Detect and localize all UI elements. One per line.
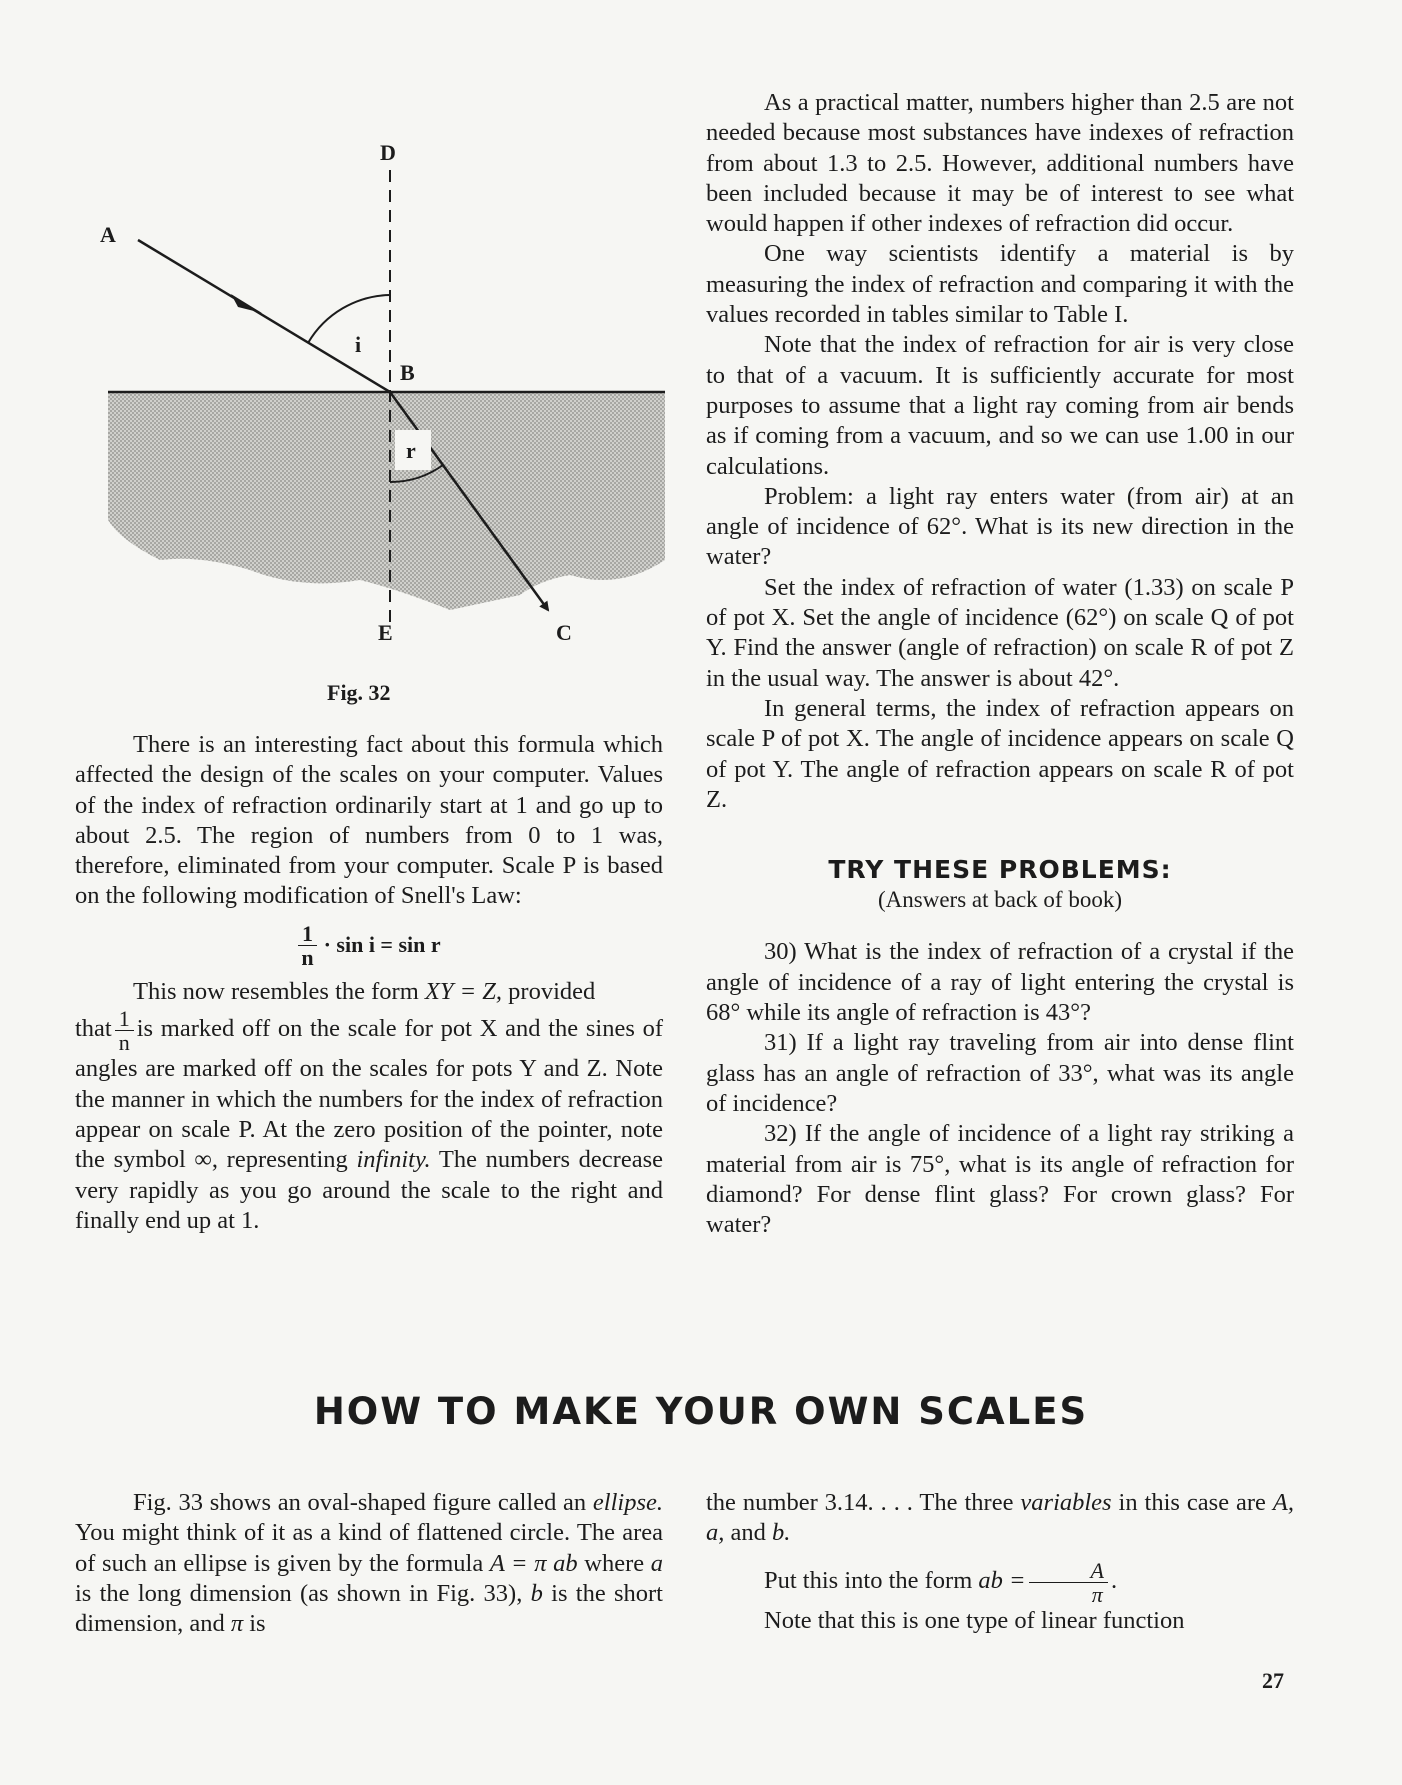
p2-form: XY = Z,: [424, 977, 503, 1005]
try-problems-heading: TRY THESE PROBLEMS:: [828, 855, 1172, 885]
formula-denominator: n: [301, 944, 314, 970]
label-D: D: [380, 140, 396, 165]
problem-32: 32) If the angle of incidence of a light ray striking a material from air is 75°, what is its angle of refraction for diamond? For dense flint glass? For crown glass? For water?: [706, 1120, 1294, 1239]
bl-a: a: [650, 1549, 663, 1577]
page-number: 27: [1262, 1668, 1284, 1693]
formula-fraction: [297, 922, 317, 969]
br-put-end: .: [1111, 1566, 1118, 1594]
label-i: i: [355, 332, 362, 357]
formula-numerator: 1: [298, 922, 317, 946]
number-paragraph: [706, 1488, 1294, 1549]
section-heading: HOW TO MAKE YOUR OWN SCALES: [313, 1390, 1089, 1433]
label-E: E: [378, 620, 393, 645]
bl-t6: is: [243, 1610, 266, 1638]
incident-ray: [138, 240, 390, 392]
br-t1: the number 3.14. . . . The three: [706, 1489, 1021, 1516]
right-paragraph-5: Set the index of refraction of water (1.33) on scale P of pot X. Set the angle of incidence (62°) on scale Q of pot Y. Find the answer (angle of refraction) on scale R of pot Z in the usual way. The answer is about 42°.: [706, 573, 1294, 692]
right-column: [706, 88, 1294, 1240]
angle-i-arc: [308, 295, 390, 343]
bl-pi: π: [230, 1610, 244, 1638]
label-C: C: [556, 620, 572, 645]
p3-numerator: 1: [115, 1007, 134, 1031]
br-t3: and: [724, 1519, 772, 1547]
label-A: A: [100, 222, 116, 247]
bl-formula: A = π ab: [489, 1549, 578, 1577]
br-put-a: Put this into the form: [764, 1566, 979, 1594]
p3-fraction: [115, 1007, 134, 1054]
right-paragraph-4: Problem: a light ray enters water (from air) at an angle of incidence of 62°. What is its new direction in the water?: [706, 482, 1294, 571]
formula-rest: · sin i = sin r: [323, 932, 441, 958]
label-B: B: [400, 360, 415, 385]
incident-arrowhead: [231, 294, 262, 313]
bl-ellipse: ellipse.: [592, 1489, 663, 1516]
br-put-ab: ab =: [978, 1566, 1026, 1594]
right-paragraph-3: Note that the index of refraction for air is very close to that of a vacuum. It is sufficiently accurate for most purposes to assume that a light ray coming from air bends as if coming from a vacuum, and so we can use 1.00 in our calculations.: [706, 331, 1294, 480]
right-paragraph-1: As a practical matter, numbers higher than 2.5 are not needed because most substances have indexes of refraction from about 1.3 to 2.5. However, additional numbers have been included because it may be of interest to see what would happen if other indexes of refraction did occur.: [706, 89, 1294, 238]
right-paragraph-6: In general terms, the index of refraction appears on scale P of pot X. The angle of incidence appears on scale Q of pot Y. The angle of refraction appears on scale R of pot Z.: [706, 694, 1294, 813]
br-put-numerator: A: [1029, 1559, 1108, 1583]
left-paragraph-1: There is an interesting fact about this formula which affected the design of the scales on your computer. Values of the index of refraction ordinarily start at 1 and go up to about 2.5. The region of numbers from 0 to 1 was, therefore, eliminated from your computer. Scale P is based on the following modification of Snell's Law:: [75, 731, 663, 910]
left-paragraph-2: [75, 977, 663, 1007]
problem-30: 30) What is the index of refraction of a crystal if the angle of incidence of a ray of light entering the crystal is 68° while its angle of refraction is 43°?: [706, 938, 1294, 1027]
br-t2: in this case are: [1111, 1489, 1273, 1516]
right-paragraph-2: One way scientists identify a material is by measuring the index of refraction and comparing it with the values recorded in tables similar to Table I.: [706, 240, 1294, 329]
p3-that: that: [75, 1015, 112, 1043]
left-paragraph-3: [75, 1007, 663, 1236]
left-column: [75, 730, 663, 1236]
bl-t1: Fig. 33 shows an oval-shaped figure called an: [133, 1489, 593, 1516]
ellipse-paragraph: [75, 1488, 663, 1639]
br-put-denominator: π: [1091, 1581, 1103, 1607]
try-problems-subheading: (Answers at back of book): [878, 887, 1122, 913]
bl-t4: is the long dimension (as shown in Fig. 33),: [75, 1579, 531, 1607]
bottom-right-column: [706, 1488, 1294, 1636]
bl-t2: You might think of it as a kind of flattened circle. The area of such an ellipse is given by the formula: [75, 1519, 663, 1577]
p2-text-b: provided: [502, 977, 596, 1005]
snell-formula: [75, 922, 663, 969]
figure-caption: Fig. 32: [327, 680, 391, 705]
label-r: r: [406, 438, 416, 463]
figure-32-refraction-diagram: [100, 140, 680, 670]
problem-31: 31) If a light ray traveling from air into dense flint glass has an angle of refraction of 33°, what was its angle of incidence?: [706, 1029, 1294, 1117]
br-b: b.: [772, 1519, 791, 1547]
br-vars: A, a,: [706, 1489, 1294, 1547]
put-form-paragraph: [706, 1559, 1294, 1606]
bl-b: b: [530, 1579, 543, 1607]
p3-infinity: infinity.: [356, 1146, 431, 1174]
br-put-fraction: [1029, 1559, 1108, 1606]
p2-text-a: This now resembles the form: [133, 977, 425, 1005]
br-variables: variables: [1020, 1489, 1112, 1516]
bottom-left-column: [75, 1488, 663, 1639]
bl-t3: where: [577, 1549, 651, 1577]
water-region: [108, 392, 665, 610]
bl-t5: is the short dimension, and: [75, 1579, 663, 1638]
p3-end: The numbers decrease very rapidly as you go around the scale to the right and finally end up at 1.: [75, 1146, 663, 1234]
p3-denominator: n: [118, 1030, 130, 1056]
p3-rest: is marked off on the scale for pot X and the sines of angles are marked off on the scales for pots Y and Z. Note the manner in which the numbers for the index of refraction appear on scale P. At the zero position of the pointer, note the symbol ∞, representing: [75, 1015, 663, 1174]
note-paragraph: Note that this is one type of linear function: [764, 1606, 1185, 1634]
